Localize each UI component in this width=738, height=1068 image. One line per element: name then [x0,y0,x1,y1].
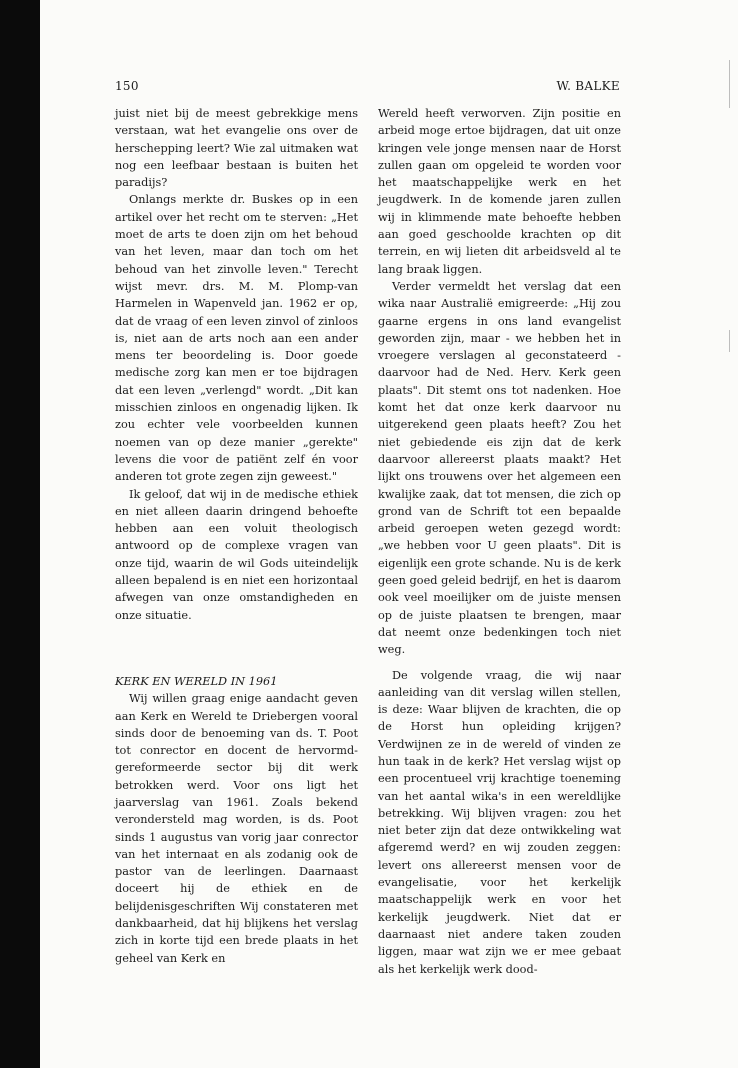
page-number: 150 [115,79,139,93]
page-header [115,79,620,97]
scan-speck [729,330,730,352]
paragraph: Ik geloof, dat wij in de medische ethiek en niet alleen daarin dringend behoefte hebben aan een voluit theologisch antwoord op de complexe vragen van onze tijd, waarin de wil Gods uiteindelijk alleen bepalend is en niet een horizontaal afwegen van onze omstandigheden en onze situatie. [115,487,358,622]
paragraph: Verder vermeldt het verslag dat een wika naar Australië emigreerde: „Hij zou gaarne ergens in ons land evangelist geworden zijn, maar - we hebben het in vroegere verslagen al geconstateerd - daarvoor had de Ned. Herv. Kerk geen plaats". Dit stemt ons tot nadenken. Hoe komt het dat onze kerk daarvoor nu uitgerekend geen plaats heeft? Zou het niet gebiedende eis zijn dat de kerk daarvoor allereerst plaats maakt? Het lijkt ons trouwens over het algemeen een kwalijke zaak, dat tot mensen, die zich op grond van de Schrift tot een bepaalde arbeid geroepen weten gezegd wordt: „we hebben voor U geen plaats". Dit is eigenlijk een grote schande. Nu is de kerk geen goed geleid bedrijf, en het is daarom ook veel moeilijker om de juiste mensen op de juiste plaatsen te brengen, maar dat neemt onze bedenkingen toch niet weg. [378,279,621,657]
running-head: W. BALKE [556,79,620,93]
right-column [378,105,621,978]
scan-speck [729,60,730,108]
paragraph: De volgende vraag, die wij naar aanleiding van dit verslag willen stellen, is deze: Waar blijven de krachten, die op de Horst hun opleiding krijgen? Verdwijnen ze in de wereld of vinden ze hun taak in de kerk? Het verslag wijst op een procentueel vrij krachtige toeneming van het aantal wika's in een wereldlijke betrekking. Wij blijven vragen: zou het niet beter zijn dat deze ontwikkeling wat afgeremd werd? en wij zouden zeggen: levert ons allereerst mensen voor de evangelisatie, voor het kerkelijk maatschappelijk werk en voor het kerkelijk jeugdwerk. Niet dat er daarnaast niet andere taken zouden liggen, maar wat zijn we er mee gebaat als het kerkelijk werk dood- [378,668,621,976]
scan-edge-shadow [0,0,40,1068]
section-spacer [115,624,358,673]
left-column [115,105,358,967]
paragraph: Wereld heeft verworven. Zijn positie en arbeid moge ertoe bijdragen, dat uit onze kringen vele jonge mensen naar de Horst zullen gaan om opgeleid te worden voor het maatschappelijke werk en het jeugdwerk. In de komende jaren zullen wij in klimmende mate behoefte hebben aan goed geschoolde krachten op dit terrein, en wij lieten dit arbeidsveld al te lang braak liggen. [378,107,621,276]
paragraph: Wij willen graag enige aandacht geven aan Kerk en Wereld te Driebergen vooral sinds door de benoeming van ds. T. Poot tot conrector en docent de hervormd-gereformeerde sector bij dit werk betrokken werd. Voor ons ligt het jaarverslag van 1961. Zoals bekend verondersteld mag worden, is ds. Poot sinds 1 augustus van vorig jaar conrector van het internaat en als zodanig ook de pastor van de leerlingen. Daarnaast doceert hij de ethiek en de belijdenisgeschriften Wij constateren met dankbaarheid, dat hij blijkens het verslag zich in korte tijd een brede plaats in het geheel van Kerk en [115,692,358,965]
paragraph: Onlangs merkte dr. Buskes op in een artikel over het recht om te sterven: „Het moet de arts te doen zijn om het behoud van het leven, maar dan toch om het behoud van het zinvolle leven." Terecht wijst mevr. drs. M. M. Plomp-van Harmelen in Wapenveld jan. 1962 er op, dat de vraag of een leven zinvol of zinloos is, niet aan de arts noch aan een ander mens ter beoordeling is. Door goede medische zorg kan men er toe bijdragen dat een leven „verlengd" wordt. „Dit kan misschien zinloos en ongenadig lijken. Ik zou echter vele voorbeelden kunnen noemen van op deze manier „gerekte" levens die voor de patiënt zelf én voor anderen tot grote zegen zijn geweest." [115,193,358,484]
paragraph: juist niet bij de meest gebrekkige mens verstaan, wat het evangelie ons over de herschepping leert? Wie zal uitmaken wat nog een leefbaar bestaan is buiten het paradijs? [115,107,358,190]
section-heading: KERK EN WERELD IN 1961 [115,674,278,688]
